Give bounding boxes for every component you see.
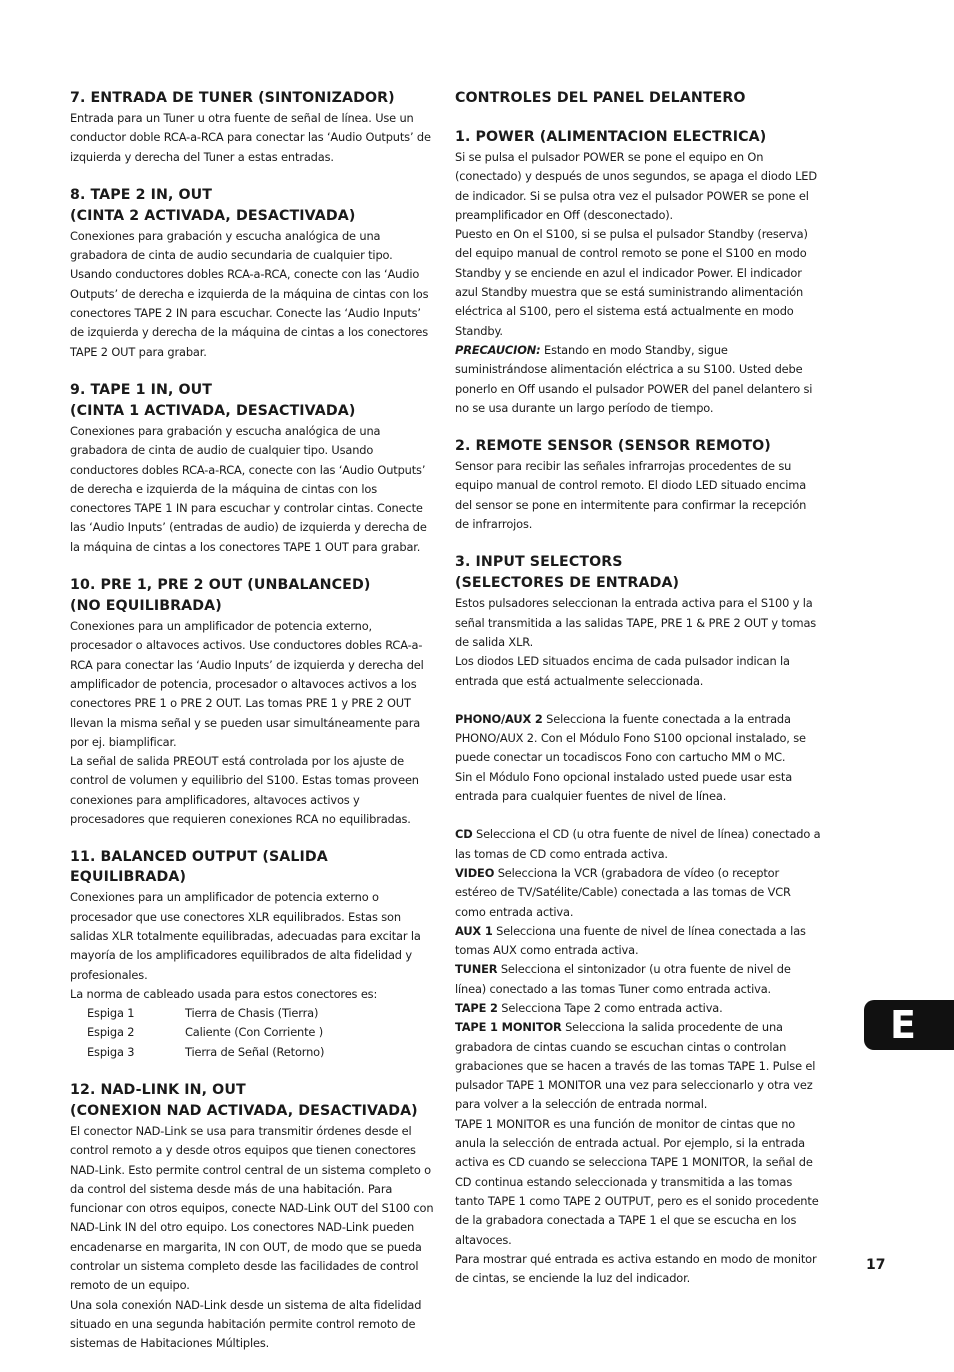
spacer — [455, 691, 821, 710]
section-heading: 12. NAD-LINK IN, OUT — [70, 1081, 246, 1098]
pin-description: Tierra de Chasis (Tierra) — [185, 1006, 319, 1021]
input-tape1-monitor — [455, 1018, 821, 1114]
section-body: Conexiones para un amplificador de potencia externo, procesador o altavoces activos. Use conductores dobles RCA-a-RCA para conectar las ‘Audio Inputs’ de izquierda y derecha del amplificador de potencia, procesador o altavoces activos a los conectores PRE 1 o PRE 2 OUT. Las tomas PRE 1 y PRE 2 OUT llevan la misma señal y se pueden usar simultáneamente para por ej. biamplificar. — [70, 619, 424, 749]
language-tab: E — [864, 1000, 954, 1050]
section-body: Conexiones para grabación y escucha analógica de una grabadora de cinta de audio secundaria de cualquier tipo. Usando conductores dobles RCA-a-RCA, conecte con las ‘Audio Outputs’ de derecha e izquierda de la máquina de cintas con los conectores TAPE 2 IN para escuchar. Conecte las ‘Audio Inputs’ de izquierda y derecha de la máquina de cintas a los conectores TAPE 2 OUT para grabar. — [70, 228, 429, 359]
input-aux1 — [455, 922, 821, 961]
section-tuner-input — [70, 88, 436, 167]
input-label: AUX 1 — [455, 923, 493, 938]
section-body: Una sola conexión NAD-Link desde un sistema de alta fidelidad situado en una segunda habitación permite control remoto de sistemas de Habitaciones Múltiples. — [70, 1297, 422, 1351]
pin-label: Espiga 3 — [87, 1044, 135, 1059]
input-tape2 — [455, 999, 821, 1018]
input-phono-aux2 — [455, 710, 821, 768]
section-input-selectors — [455, 552, 821, 1288]
section-remote-sensor — [455, 436, 821, 534]
section-heading: 8. TAPE 2 IN, OUT — [70, 186, 213, 203]
caution-paragraph — [455, 341, 821, 418]
table-row — [70, 1043, 324, 1062]
section-subheading: (SELECTORES DE ENTRADA) — [455, 575, 680, 592]
section-body: El conector NAD-Link se usa para transmitir órdenes desde el control remoto a y desde otros equipos que tienen conectores NAD-Link. Esto permite control central de un sistema completo o da control del sistema desde más de una habitación. Para funcionar con otros equipos, conecte NAD-Link OUT del S100 con NAD-Link IN del otro equipo. Los conectores NAD-Link pueden encadenarse en margarita, IN con OUT, de modo que se pueda controlar un sistema completo desde las facilidades de control remoto de un equipo. — [70, 1123, 434, 1293]
section-body: Sensor para recibir las señales infrarrojas procedentes de su equipo manual de control remoto. El diodo LED situado encima del sensor se pone en intermitente para confirmar la recepción de infrarrojos. — [455, 459, 807, 532]
caution-label: PRECAUCION: — [455, 342, 541, 357]
pin-description: Caliente (Con Corriente ) — [185, 1025, 324, 1040]
section-body: Los diodos LED situados encima de cada pulsador indican la entrada que está actualmente seleccionada. — [455, 654, 790, 688]
section-balanced-output — [70, 847, 436, 1062]
section-body: Si se pulsa el pulsador POWER se pone el equipo en On (conectado) y después de unos segundos, se apaga el diodo LED de indicador. Si se pulsa otra vez el pulsador POWER se pone el preamplificador en Off (desconectado). — [455, 150, 817, 222]
section-heading: 10. PRE 1, PRE 2 OUT (UNBALANCED) — [70, 577, 371, 594]
wiring-norm-text: La norma de cableado usada para estos conectores es: — [70, 986, 378, 1001]
section-subheading: (CONEXION NAD ACTIVADA, DESACTIVADA) — [70, 1102, 418, 1119]
input-label: TUNER — [455, 962, 498, 977]
input-description: Selecciona el sintonizador (u otra fuente de nivel de línea) conectado a las tomas Tuner como entrada activa. — [455, 962, 791, 996]
section-body: Entrada para un Tuner u otra fuente de señal de línea. Use un conductor doble RCA-a-RCA para conectar las ‘Audio Outputs’ de izquierda y derecha del Tuner a estas entradas. — [70, 111, 431, 164]
section-nad-link — [70, 1080, 436, 1354]
section-tape1 — [70, 380, 436, 557]
pin-description: Tierra de Señal (Retorno) — [185, 1044, 325, 1059]
pin-table — [70, 1004, 324, 1062]
input-label: VIDEO — [455, 865, 495, 880]
input-cd — [455, 825, 821, 864]
page-section-title: CONTROLES DEL PANEL DELANTERO — [455, 90, 746, 106]
section-body: Sin el Módulo Fono opcional instalado usted puede usar esta entrada para cualquier fuentes de nivel de línea. — [455, 769, 793, 804]
right-column — [455, 88, 821, 1306]
input-label: CD — [455, 827, 473, 842]
pin-label: Espiga 1 — [87, 1006, 135, 1021]
input-video — [455, 864, 821, 922]
section-body: La señal de salida PREOUT está controlada por los ajuste de control de volumen y equilibrio del S100. Estas tomas proveen conexiones para amplificadores, altavoces activos y procesadores que requieren conexiones RCA no equilibradas. — [70, 754, 419, 827]
table-row — [70, 1023, 324, 1042]
section-tape2 — [70, 185, 436, 362]
section-heading: 3. INPUT SELECTORS — [455, 554, 623, 571]
section-body: Para mostrar qué entrada es activa estando en modo de monitor de cintas, se enciende la luz del indicador. — [455, 1251, 817, 1286]
input-tuner — [455, 960, 821, 999]
section-heading: 7. ENTRADA DE TUNER (SINTONIZADOR) — [70, 90, 395, 106]
caution-text: Estando en modo Standby, sigue suministrándose alimentación eléctrica a su S100. Usted debe ponerlo en Off usando el pulsador POWER del panel delantero si no se usa durante un largo período de tiempo. — [455, 342, 813, 415]
section-heading: 9. TAPE 1 IN, OUT — [70, 381, 213, 398]
left-column — [70, 88, 436, 1372]
section-power — [455, 127, 821, 418]
section-pre-out — [70, 575, 436, 829]
spacer — [455, 806, 821, 825]
section-body: Conexiones para un amplificador de potencia externo o procesador que use conectores XLR equilibrados. Estas son salidas XLR totalmente equilibradas, adecuadas para excitar la mayoría de los amplificadores equilibrados de alta fidelidad y profesionales. — [70, 890, 421, 982]
section-heading: 2. REMOTE SENSOR (SENSOR REMOTO) — [455, 438, 771, 455]
input-label: TAPE 2 — [455, 1000, 498, 1015]
input-description: Selecciona una fuente de nivel de línea conectada a las tomas AUX como entrada activa. — [455, 923, 806, 958]
section-heading: 1. POWER (ALIMENTACION ELECTRICA) — [455, 129, 767, 145]
section-subheading: (CINTA 2 ACTIVADA, DESACTIVADA) — [70, 207, 356, 224]
section-body: Estos pulsadores seleccionan la entrada activa para el S100 y la señal transmitida a las salidas TAPE, PRE 1 & PRE 2 OUT y tomas de salida XLR. — [455, 596, 817, 649]
input-description: Selecciona la fuente conectada a la entrada PHONO/AUX 2. Con el Módulo Fono S100 opcional instalado, se puede conectar un tocadiscos Fono con cartucho MM o MC. — [455, 711, 806, 765]
pin-label: Espiga 2 — [87, 1025, 135, 1040]
input-description: Selecciona Tape 2 como entrada activa. — [497, 1000, 723, 1015]
section-heading: 11. BALANCED OUTPUT (SALIDA EQUILIBRADA) — [70, 849, 328, 886]
section-subheading: (NO EQUILIBRADA) — [70, 598, 222, 615]
front-panel-heading-block — [455, 88, 821, 108]
section-subheading: (CINTA 1 ACTIVADA, DESACTIVADA) — [70, 402, 356, 419]
section-body: Conexiones para grabación y escucha analógica de una grabadora de cinta de audio de cualquier tipo. Usando conductores dobles RCA-a-RCA, conecte con las ‘Audio Outputs’ de derecha e izquierda de la máquina de cintas con los conectores TAPE 1 IN para escuchar y controlar cintas. Conecte las ‘Audio Inputs’ (entradas de audio) de izquierda y derecha de la máquina de cintas a los conectores TAPE 1 OUT para grabar. — [70, 423, 427, 554]
input-description: Selecciona el CD (u otra fuente de nivel de línea) conectado a las tomas de CD como entrada activa. — [455, 827, 821, 861]
input-label: TAPE 1 MONITOR — [455, 1020, 562, 1035]
input-description: Selecciona la VCR (grabadora de vídeo (o receptor estéreo de TV/Satélite/Cable) conectada a las tomas de VCR como entrada activa. — [455, 865, 791, 919]
input-label: PHONO/AUX 2 — [455, 711, 543, 726]
section-body: TAPE 1 MONITOR es una función de monitor de cintas que no anula la selección de entrada actual. Por ejemplo, si la entrada activa es CD cuando se selecciona TAPE 1 MONITOR, la señal de CD continua estando seleccionada y transmitida a las tomas tanto TAPE 1 como TAPE 2 OUTPUT, pero es el sonido procedente de la grabadora conectada a TAPE 1 el que se escucha en los altavoces. — [455, 1116, 819, 1247]
input-description: Selecciona la salida procedente de una grabadora de cintas cuando se escuchan cintas o controlan grabaciones que se hacen a través de las tomas TAPE 1. Pulse el pulsador TAPE 1 MONITOR una vez para seleccionarlo y otra vez para volver a la selección de entrada normal. — [455, 1020, 816, 1112]
table-row — [70, 1004, 324, 1023]
page-number: 17 — [866, 1257, 886, 1273]
section-body: Puesto en On el S100, si se pulsa el pulsador Standby (reserva) del equipo manual de control remoto se pone el S100 en modo Standby y se enciende en azul el indicador Power. El indicador azul Standby muestra que se está suministrando alimentación eléctrica al S100, pero el sistema está actualmente en modo Standby. — [455, 227, 808, 338]
